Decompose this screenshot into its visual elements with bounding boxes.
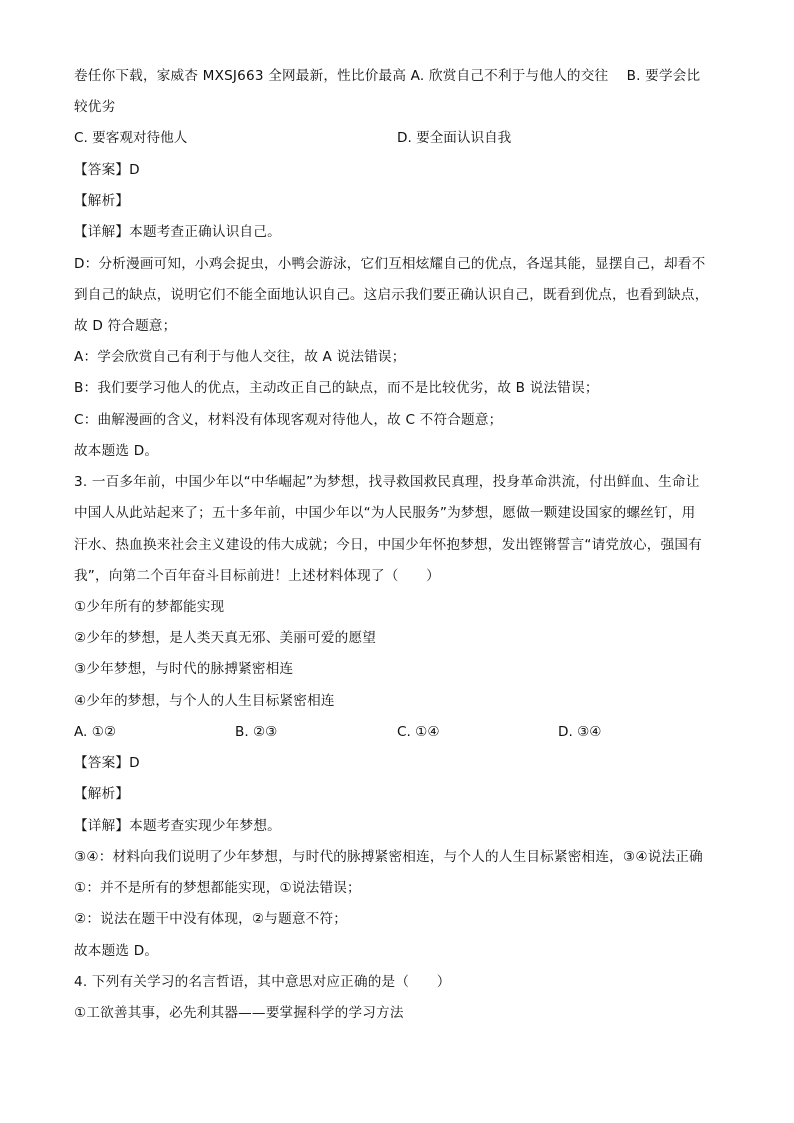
explanation-line: 到自己的缺点，说明它们不能全面地认识自己。这启示我们要正确认识自己，既看到优点，也看到缺点， [74,287,709,303]
explanation-line: B：我们要学习他人的优点，主动改正自己的缺点，而不是比较优劣，故 B 说法错误； [74,380,599,396]
question-2-options-ab: 卷任你下载，家威杏 MXSJ663 全网最新，性比价最高 A. 欣赏自己不利于与他人的交往 B. 要学会比 [74,68,701,84]
question-3-statement: ②少年的梦想，是人类天真无邪、美丽可爱的愿望 [74,630,377,646]
explanation-line: A：学会欣赏自己有利于与他人交往，故 A 说法错误； [74,349,406,365]
question-3-statement: ④少年的梦想，与个人的人生目标紧密相连 [74,693,335,709]
explanation-line: C：曲解漫画的含义，材料没有体现客观对待他人，故 C 不符合题意； [74,412,503,428]
answer-label: 【答案】D [74,755,140,771]
explanation-line: ①：并不是所有的梦想都能实现，①说法错误； [74,880,361,896]
detail-heading: 【详解】本题考查实现少年梦想。 [74,818,281,834]
question-3-option-c: C. ①④ [397,724,440,740]
question-2-option-c: C. 要客观对待他人 [74,130,188,146]
question-4-statement: ①工欲善其事，必先利其器——要掌握科学的学习方法 [74,1005,404,1021]
question-3-stem: 我”，向第二个百年奋斗目标前进！上述材料体现了（ ） [74,568,440,584]
question-2-option-d: D. 要全面认识自我 [397,130,512,146]
analysis-label: 【解析】 [74,193,130,209]
explanation-line: D：分析漫画可知，小鸡会捉虫，小鸭会游泳，它们互相炫耀自己的优点，各逞其能，显摆自己，却看不 [74,256,706,272]
question-4-stem: 4. 下列有关学习的名言哲语，其中意思对应正确的是（ ） [74,974,451,990]
detail-heading: 【详解】本题考查正确认识自己。 [74,224,281,240]
question-3-stem: 3. 一百多年前，中国少年以“中华崛起”为梦想，找寻救国救民真理，投身革命洪流，付出鲜血、生命让 [74,474,700,490]
question-3-option-a: A. ①② [74,724,117,740]
question-3-stem: 汗水、热血换来社会主义建设的伟大成就；今日，中国少年怀抱梦想，发出铿锵誓言“请党放心，强国有 [74,537,702,553]
answer-label: 【答案】D [74,162,140,178]
explanation-line: ②：说法在题干中没有体现，②与题意不符； [74,911,348,927]
question-3-option-b: B. ②③ [235,724,278,740]
question-3-statement: ③少年梦想，与时代的脉搏紧密相连 [74,661,294,677]
question-2-option-b-cont: 较优劣 [74,99,116,115]
conclusion-line: 故本题选 D。 [74,943,159,959]
question-3-stem: 中国人从此站起来了；五十多年前，中国少年以“为人民服务”为梦想，愿做一颗建设国家的螺丝钉，用 [74,505,696,521]
analysis-label: 【解析】 [74,786,130,802]
question-3-statement: ①少年所有的梦都能实现 [74,599,225,615]
question-3-option-d: D. ③④ [558,724,602,740]
explanation-line: 故 D 符合题意； [74,318,177,334]
conclusion-line: 故本题选 D。 [74,443,159,459]
explanation-line: ③④：材料向我们说明了少年梦想，与时代的脉搏紧密相连，与个人的人生目标紧密相连，③④说法正确 [74,849,703,865]
